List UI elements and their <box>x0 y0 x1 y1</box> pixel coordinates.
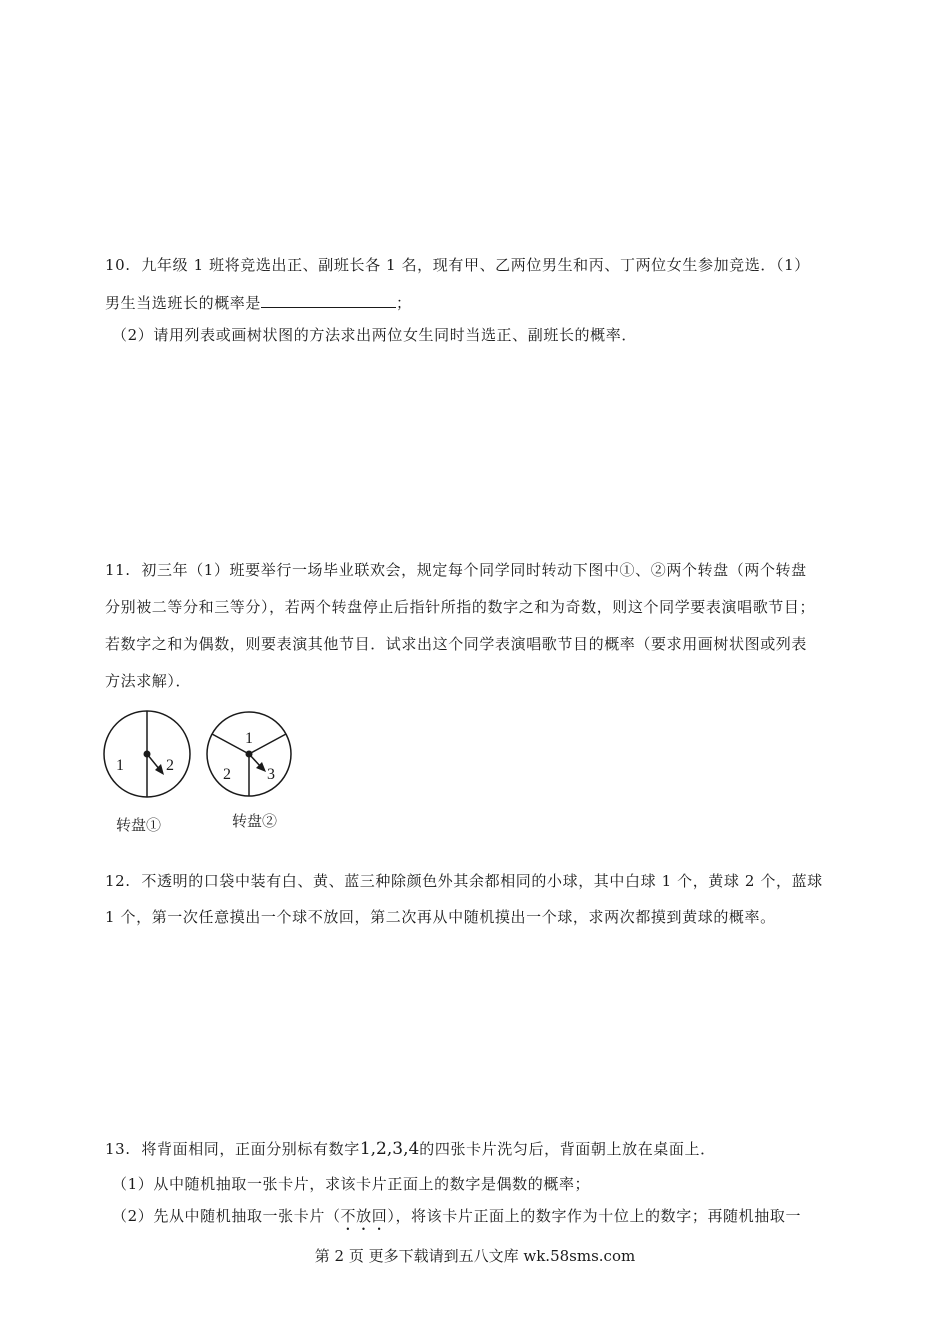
q10-line-1 <box>105 255 810 275</box>
q13-number: 13. <box>105 1140 131 1158</box>
q13-emphasis: 不放回 <box>340 1207 388 1225</box>
spinner-1-sector-1: 1 <box>116 757 124 774</box>
spinner-2 <box>205 707 295 801</box>
q11-line-4: 方法求解）． <box>105 672 192 690</box>
spinner-2-sector-3: 3 <box>267 766 275 783</box>
spinner-1-label: 转盘① <box>116 816 162 834</box>
spinner-2-sector-1: 1 <box>245 730 253 747</box>
spinner-2-sector-2: 2 <box>223 766 231 783</box>
q10-line-3: （2）请用列表或画树状图的方法求出两位女生同时当选正、副班长的概率． <box>112 326 637 344</box>
q13-card-numbers: 1,2,3,4 <box>359 1139 420 1159</box>
q12-text-1: 不透明的口袋中装有白、黄、蓝三种除颜色外其余都相同的小球，其中白球 1 个，黄球 2 个，蓝球 <box>141 872 823 890</box>
q12-number: 12. <box>105 872 131 890</box>
q10-text-2-suffix: ； <box>396 294 412 312</box>
q13-text-1-suffix: 的四张卡片洗匀后，背面朝上放在桌面上． <box>419 1140 716 1158</box>
page-footer: 第 2 页 更多下载请到五八文库 wk.58sms.com <box>314 1247 636 1265</box>
spinner-2-divider-left <box>212 734 249 754</box>
q13-line-3 <box>112 1206 801 1234</box>
q11-line-3: 若数字之和为偶数，则要表演其他节目．试求出这个同学表演唱歌节目的概率（要求用画树状图或列表 <box>105 635 808 653</box>
q10-text-1: 九年级 1 班将竞选出正、副班长各 1 名，现有甲、乙两位男生和丙、丁两位女生参加竞选．（1） <box>141 256 810 274</box>
q11-text-1: 初三年（1）班要举行一场毕业联欢会，规定每个同学同时转动下图中①、②两个转盘（两个转盘 <box>141 561 807 579</box>
q10-text-2: 男生当选班长的概率是 <box>105 294 262 312</box>
q10-number: 10. <box>105 256 131 274</box>
q11-line-2: 分别被二等分和三等分），若两个转盘停止后指针所指的数字之和为奇数，则这个同学要表演唱歌节目； <box>105 598 816 616</box>
spinner-2-divider-right <box>249 734 286 754</box>
q10-line-2 <box>105 293 412 313</box>
q11-line-1 <box>105 560 807 580</box>
q13-line-2: （1）从中随机抽取一张卡片，求该卡片正面上的数字是偶数的概率； <box>112 1175 591 1193</box>
spinner-1 <box>102 707 192 801</box>
q12-line-1 <box>105 871 823 891</box>
q13-line-1 <box>105 1139 716 1159</box>
spinner-1-sector-2: 2 <box>166 757 174 774</box>
q13-text-3-suffix: ），将该卡片正面上的数字作为十位上的数字；再随机抽取一 <box>387 1207 802 1225</box>
q13-text-1: 将背面相同，正面分别标有数字 <box>141 1140 360 1158</box>
answer-blank[interactable] <box>261 293 396 308</box>
spinner-2-label: 转盘② <box>232 812 278 830</box>
q11-number: 11. <box>105 561 131 579</box>
q12-line-2: 1 个，第一次任意摸出一个球不放回，第二次再从中随机摸出一个球，求两次都摸到黄球的概率。 <box>105 908 776 926</box>
q13-text-3: （2）先从中随机抽取一张卡片（ <box>112 1207 341 1225</box>
